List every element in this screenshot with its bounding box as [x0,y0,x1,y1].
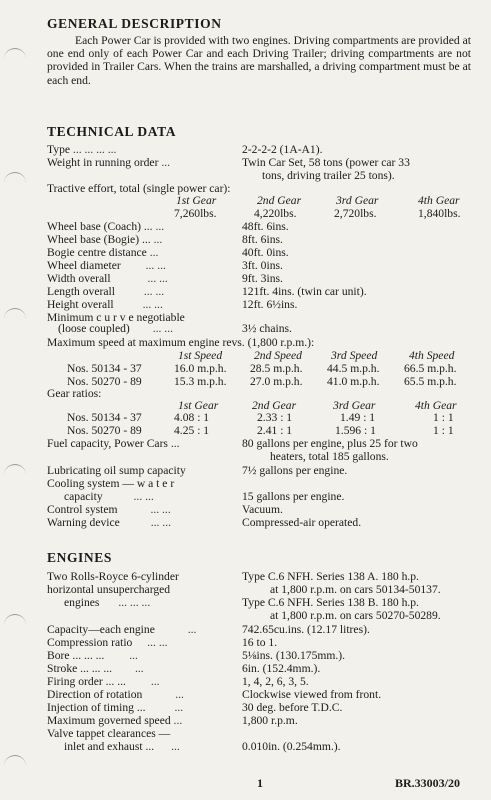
capacity-value: 742.65cu.ins. (12.17 litres). [242,623,370,636]
speed-header-1: 1st Speed [178,349,223,362]
valve-label-1: Valve tappet clearances — [47,727,171,740]
gear-ratios-label: Gear ratios: [47,387,102,400]
ratio-row-2-v4: 1 : 1 [433,424,454,437]
tractive-value-4: 1,840lbs. [418,207,461,220]
gear-header-1: 1st Gear [176,194,217,207]
general-text: Each Power Car is provided with two engines. Driving compartments are provided at one end only of each Power Car and each Driving Trailer; driving compartments are not provided in Trailer Cars. When the trains are marshalled, a driving compartment must be at each end. [47,34,471,87]
engines-label-3: engines ... ... ... [64,596,151,609]
engines-value-3: Type C.6 NFH. Series 138 B. 180 h.p. [242,596,419,609]
governed-speed-label: Maximum governed speed ... [47,714,183,727]
weight-value-cont: tons, driving trailer 25 tons). [262,169,395,182]
speed-header-3: 3rd Speed [331,349,378,362]
wheelbase-bogie-value: 8ft. 6ins. [242,233,283,246]
speed-row-1-v1: 16.0 m.p.h. [174,362,227,375]
rotation-label: Direction of rotation ... [47,688,184,701]
wheel-diameter-label: Wheel diameter ... ... [47,259,166,272]
injection-label: Injection of timing ... ... [47,701,184,714]
gear-header-2: 2nd Gear [257,194,302,207]
weight-value: Twin Car Set, 58 tons (power car 33 [242,156,410,169]
binder-hole [4,464,26,479]
bogie-centre-value: 40ft. 0ins. [242,246,289,259]
binder-hole [4,308,26,323]
binder-hole [4,48,26,63]
capacity-label: Capacity—each engine ... [47,623,197,636]
min-curve-value: 3½ chains. [242,322,292,335]
tractive-value-1: 7,260lbs. [174,207,217,220]
compression-value: 16 to 1. [242,636,278,649]
cooling-label-cont: capacity ... ... [64,490,154,503]
ratio-header-3: 3rd Gear [333,399,376,412]
ratio-row-1-v4: 1 : 1 [433,411,454,424]
rotation-value: Clockwise viewed from front. [242,688,382,701]
governed-speed-value: 1,800 r.p.m. [242,714,298,727]
speed-row-2-v3: 41.0 m.p.h. [327,375,380,388]
fuel-capacity-label: Fuel capacity, Power Cars ... [47,437,180,450]
ratio-row-2-v2: 2.41 : 1 [257,424,293,437]
section-heading-engines: ENGINES [47,550,112,565]
tractive-effort-label: Tractive effort, total (single power car): [47,182,231,195]
stroke-value: 6in. (152.4mm.). [242,662,321,675]
binder-hole [4,614,26,629]
ratio-row-1-v1: 4.08 : 1 [174,411,210,424]
compression-label: Compression ratio ... ... [47,636,168,649]
bore-label: Bore ... ... ... ... [47,649,138,662]
min-curve-label-cont: (loose coupled) ... ... [58,322,173,335]
ratio-row-1-v3: 1.49 : 1 [340,411,376,424]
ratio-row-2-nos: Nos. 50270 - 89 [67,424,142,437]
max-speed-label: Maximum speed at maximum engine revs. (1,800 r.p.m.): [47,336,315,349]
tractive-value-3: 2,720lbs. [334,207,377,220]
ratio-row-1-nos: Nos. 50134 - 37 [67,411,142,424]
speed-row-1-nos: Nos. 50134 - 37 [67,362,142,375]
wheelbase-coach-label: Wheel base (Coach) ... ... [47,220,165,233]
binder-hole [4,755,26,770]
cooling-value: 15 gallons per engine. [242,490,345,503]
speed-row-2-v4: 65.5 m.p.h. [404,375,457,388]
speed-row-1-v4: 66.5 m.p.h. [404,362,457,375]
firing-order-label: Firing order ... ... ... [47,675,160,688]
type-label: Type ... ... ... ... [47,143,117,156]
lube-oil-value: 7½ gallons per engine. [242,464,348,477]
fuel-capacity-value: 80 gallons per engine, plus 25 for two [242,437,418,450]
section-heading-general: GENERAL DESCRIPTION [47,16,222,31]
speed-row-2-nos: Nos. 50270 - 89 [67,375,142,388]
gear-header-4: 4th Gear [418,194,460,207]
wheelbase-bogie-label: Wheel base (Bogie) ... ... [47,233,163,246]
gear-header-3: 3rd Gear [336,194,379,207]
engines-value-1: Type C.6 NFH. Series 138 A. 180 h.p. [242,570,419,583]
engines-value-4: at 1,800 r.p.m. on cars 50270-50289. [270,609,441,622]
document-reference: BR.33003/20 [395,776,461,790]
valve-value: 0.010in. (0.254mm.). [242,740,341,753]
warning-device-value: Compressed-air operated. [242,516,362,529]
engines-label-2: horizontal unsupercharged [47,583,171,596]
bore-value: 5⅛ins. (130.175mm.). [242,649,346,662]
weight-label: Weight in running order ... [47,156,171,169]
height-overall-value: 12ft. 6½ins. [242,298,298,311]
tractive-value-2: 4,220lbs. [254,207,297,220]
stroke-label: Stroke ... ... ... ... [47,662,144,675]
speed-row-2-v2: 27.0 m.p.h. [250,375,303,388]
type-value: 2-2-2-2 (1A-A1). [242,143,323,156]
valve-label-2: inlet and exhaust ... ... [64,740,180,753]
injection-value: 30 deg. before T.D.C. [242,701,343,714]
general-description-text [47,34,471,87]
min-curve-label: Minimum c u r v e negotiable [47,311,185,324]
binder-hole [4,172,26,187]
ratio-row-1-v2: 2.33 : 1 [257,411,293,424]
bogie-centre-label: Bogie centre distance ... [47,246,159,259]
width-overall-label: Width overall ... ... [47,272,168,285]
length-overall-label: Length overall ... ... [47,285,165,298]
height-overall-label: Height overall ... ... [47,298,163,311]
section-heading-technical: TECHNICAL DATA [47,124,177,139]
length-overall-value: 121ft. 4ins. (twin car unit). [242,285,367,298]
fuel-capacity-value-cont: heaters, total 185 gallons. [270,450,389,463]
speed-row-2-v1: 15.3 m.p.h. [174,375,227,388]
ratio-row-2-v1: 4.25 : 1 [174,424,210,437]
ratio-header-1: 1st Gear [178,399,219,412]
control-system-label: Control system ... ... [47,503,171,516]
ratio-header-4: 4th Gear [415,399,457,412]
lube-oil-label: Lubricating oil sump capacity [47,464,186,477]
speed-row-1-v2: 28.5 m.p.h. [250,362,303,375]
wheel-diameter-value: 3ft. 0ins. [242,259,283,272]
engines-label-1: Two Rolls-Royce 6-cylinder [47,570,179,583]
speed-header-2: 2nd Speed [254,349,302,362]
firing-order-value: 1, 4, 2, 6, 3, 5. [242,675,309,688]
cooling-label: Cooling system — w a t e r [47,477,175,490]
speed-row-1-v3: 44.5 m.p.h. [327,362,380,375]
wheelbase-coach-value: 48ft. 6ins. [242,220,289,233]
ratio-row-2-v3: 1.596 : 1 [335,424,376,437]
engines-value-2: at 1,800 r.p.m. on cars 50134-50137. [270,583,441,596]
control-system-value: Vacuum. [242,503,283,516]
page-number: 1 [257,776,263,790]
speed-header-4: 4th Speed [409,349,455,362]
width-overall-value: 9ft. 3ins. [242,272,283,285]
ratio-header-2: 2nd Gear [252,399,297,412]
warning-device-label: Warning device ... ... [47,516,171,529]
